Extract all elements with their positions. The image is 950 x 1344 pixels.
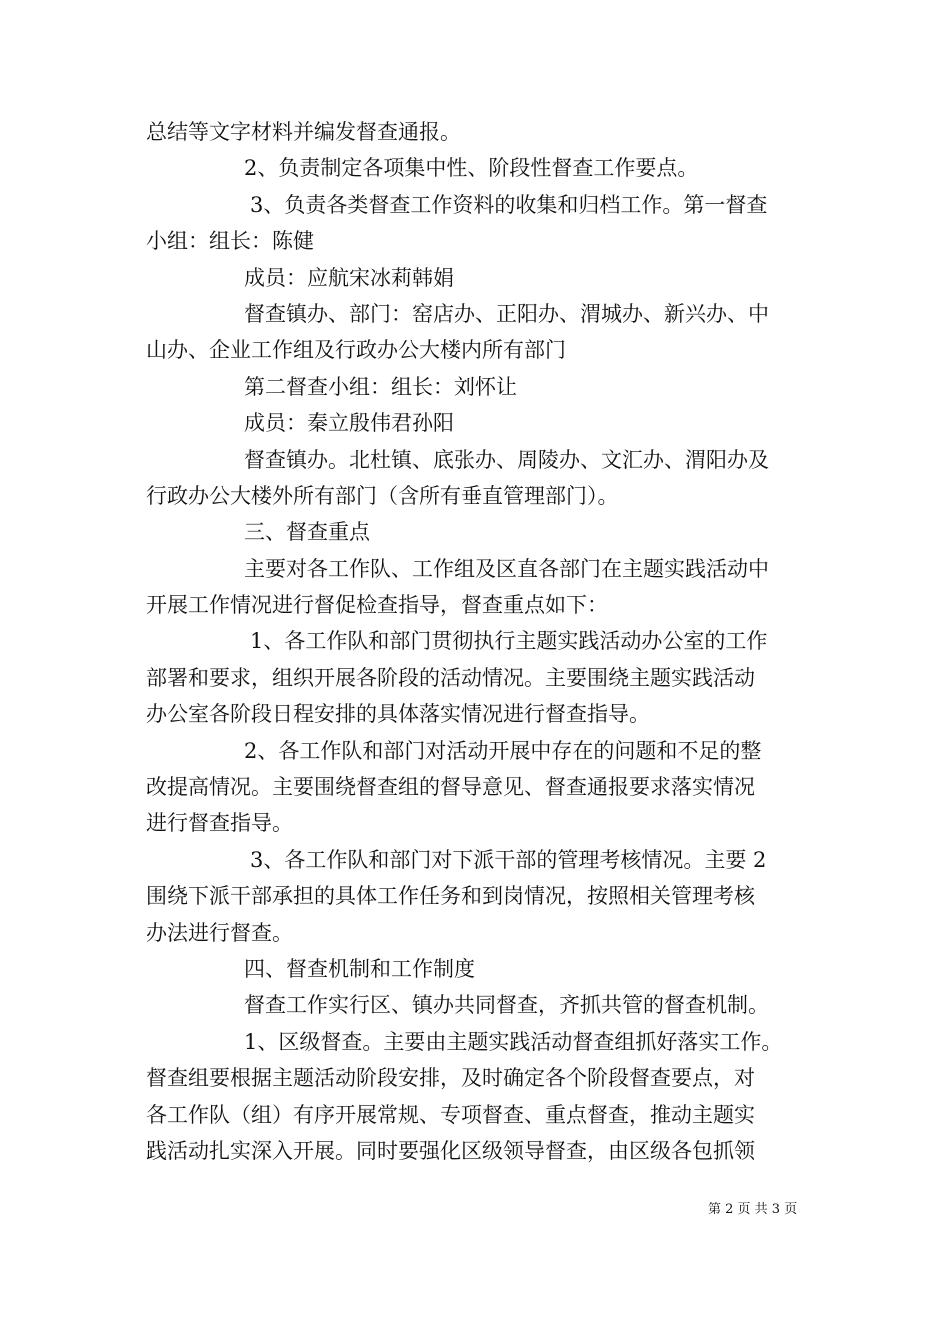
text-line: 成员：应航宋冰莉韩娟 xyxy=(244,265,454,290)
section-heading: 三、督查重点 xyxy=(244,520,370,545)
text-line: 2、负责制定各项集中性、阶段性督查工作要点。 xyxy=(244,156,699,181)
text-line: 3、负责各类督查工作资料的收集和归档工作。第一督查 xyxy=(250,192,768,217)
text-line: 山办、企业工作组及行政办公大楼内所有部门 xyxy=(146,338,566,363)
text-line: 围绕下派干部承担的具体工作任务和到岗情况，按照相关管理考核 xyxy=(146,884,755,909)
page-number-footer: 第 2 页 共 3 页 xyxy=(708,1202,798,1217)
text-line: 2、各工作队和部门对活动开展中存在的问题和不足的整 xyxy=(244,738,762,763)
document-body xyxy=(146,114,816,1169)
text-line: 3、各工作队和部门对下派干部的管理考核情况。主要 2 xyxy=(250,847,767,872)
text-line: 1、区级督查。主要由主题实践活动督查组抓好落实工作。 xyxy=(244,1029,783,1054)
text-line: 部署和要求，组织开展各阶段的活动情况。主要围绕主题实践活动 xyxy=(146,665,755,690)
text-line: 进行督查指导。 xyxy=(146,811,293,836)
text-line: 督查镇办。北杜镇、底张办、周陵办、文汇办、渭阳办及 xyxy=(244,447,769,472)
text-line: 督查组要根据主题活动阶段安排，及时确定各个阶段督查要点，对 xyxy=(146,1066,755,1091)
text-line: 小组：组长：陈健 xyxy=(146,229,314,254)
text-line: 总结等文字材料并编发督查通报。 xyxy=(146,120,461,144)
text-line: 督查镇办、部门：窑店办、正阳办、渭城办、新兴办、中 xyxy=(244,301,769,326)
text-line: 督查工作实行区、镇办共同督查，齐抓共管的督查机制。 xyxy=(244,993,769,1018)
text-line: 办法进行督查。 xyxy=(146,920,293,945)
section-heading: 四、督查机制和工作制度 xyxy=(244,956,475,981)
text-line: 开展工作情况进行督促检查指导，督查重点如下： xyxy=(146,593,608,618)
text-line: 第二督查小组：组长：刘怀让 xyxy=(244,374,517,399)
text-line: 主要对各工作队、工作组及区直各部门在主题实践活动中 xyxy=(244,556,769,581)
text-line: 行政办公大楼外所有部门（含所有垂直管理部门）。 xyxy=(146,483,619,508)
text-line: 改提高情况。主要围绕督查组的督导意见、督查通报要求落实情况 xyxy=(146,775,755,800)
text-line: 各工作队（组）有序开展常规、专项督查、重点督查，推动主题实 xyxy=(146,1102,755,1127)
text-line: 成员：秦立殷伟君孙阳 xyxy=(244,411,454,436)
text-line: 践活动扎实深入开展。同时要强化区级领导督查，由区级各包抓领 xyxy=(146,1138,755,1163)
text-line: 办公室各阶段日程安排的具体落实情况进行督查指导。 xyxy=(146,702,650,727)
text-line: 1、各工作队和部门贯彻执行主题实践活动办公室的工作 xyxy=(250,629,768,654)
